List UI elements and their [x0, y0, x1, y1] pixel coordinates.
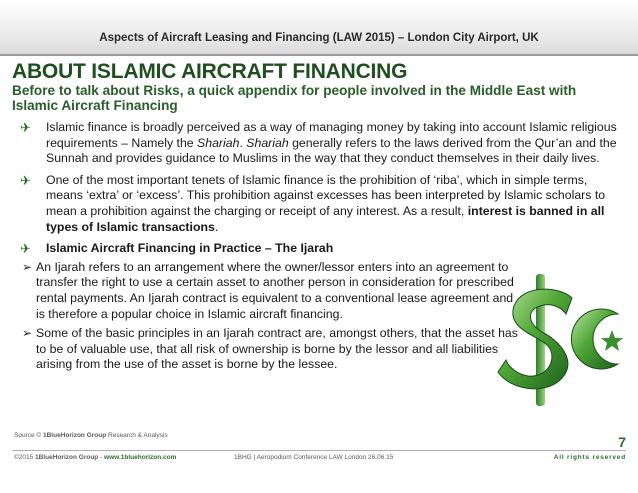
- shariah-term: Shariah: [197, 135, 240, 150]
- bullet-text: .: [214, 219, 219, 234]
- bullet-riba: [20, 173, 622, 235]
- airplane-icon: ✈: [20, 120, 31, 135]
- interest-ban-statement: interest is banned in all types of Islamic transactions: [46, 203, 605, 234]
- subpoint-text: An Ijarah refers to an arrangement where the owner/lessor enters into an agreement to transfer the right to use a certain asset to another person in consideration for prescribed rental payments. An Ijarah contract is equivalent to a conventional lease agreement and is therefore a popular choice in Islamic aircraft financing.: [36, 259, 514, 321]
- airplane-icon: ✈: [20, 172, 31, 188]
- bullet-text: .: [239, 135, 247, 150]
- subpoint-text: Some of the basic principles in an Ijarah contract are, amongst others, that the asset has to be of valuable use, that all risk of ownership is borne by the lessor and all liabilities arising from the use of the asset is borne by the lessee.: [36, 326, 518, 372]
- subpoint-ijarah-definition: [20, 260, 518, 322]
- islamic-finance-dollar-crescent-icon: [492, 268, 632, 413]
- arrow-right-icon: ➢: [22, 259, 33, 274]
- slide-title: ABOUT ISLAMIC AIRCRAFT FINANCING: [12, 60, 408, 83]
- header-divider: [0, 54, 638, 56]
- arrow-right-icon: ➢: [22, 326, 33, 341]
- airplane-icon: ✈: [20, 241, 31, 257]
- bullet-text: One of the most important tenets of Islamic finance is the prohibition of ‘riba’, which in simple terms, means ‘extra’ or ‘excess’. This prohibition against excesses has been interpreted by Islamic scholars to mean a prohibition against the charging or receipt of any interest. As a result,: [46, 172, 606, 218]
- source-note: Source © 1BlueHorizon Group Research & Analysis: [14, 432, 168, 439]
- ijarah-heading: Islamic Aircraft Financing in Practice – The Ijarah: [46, 241, 334, 256]
- copyright-brand: 1BlueHorizon Group: [35, 454, 99, 461]
- website-link[interactable]: www.1bluehorizon.com: [104, 454, 177, 461]
- copyright: ©2015 1BlueHorizon Group - www.1bluehorizon.com: [14, 454, 177, 461]
- slide-subtitle: Before to talk about Risks, a quick appendix for people involved in the Middle East with Islamic Aircraft Financing: [12, 83, 577, 113]
- header-band: [0, 0, 638, 56]
- event-info: 1BHG | Aeropodium Conference LAW London 26.06.15: [234, 454, 394, 461]
- bullet-text: Islamic finance is broadly perceived as a way of managing money by taking into account Islamic religious requirements – Namely the: [46, 120, 617, 150]
- bullet-ijarah: [20, 241, 622, 257]
- conference-title: Aspects of Aircraft Leasing and Financing (LAW 2015) – London City Airport, UK: [99, 32, 539, 44]
- source-brand: 1BlueHorizon Group: [43, 432, 107, 439]
- subpoint-ijarah-principles: [20, 326, 518, 373]
- footer-divider: [12, 450, 626, 451]
- shariah-term: Shariah: [246, 135, 289, 150]
- bullet-islamic-finance: [20, 120, 622, 167]
- page-number: 7: [618, 434, 626, 450]
- rights-notice: All rights reserved: [553, 454, 626, 461]
- bullet-text: generally refers to the laws derived from the Qur’an and the Sunnah and provides guidance to Muslims in the way that they conduct themselves in their daily lives.: [46, 135, 617, 166]
